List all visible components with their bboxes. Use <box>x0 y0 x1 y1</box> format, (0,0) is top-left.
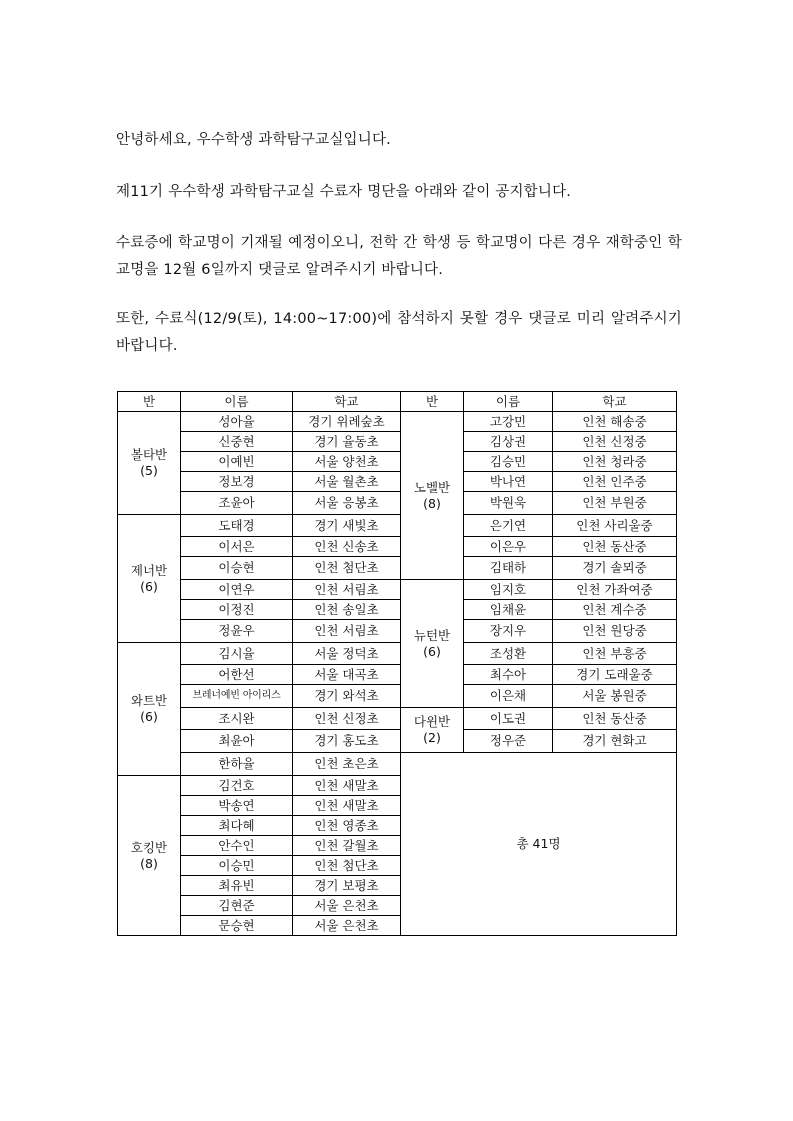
student-school: 인천 인주중 <box>553 472 677 492</box>
student-name: 문승현 <box>181 916 293 936</box>
table-header-row <box>118 392 677 412</box>
student-school: 인천 새말초 <box>293 776 401 796</box>
student-school: 인천 해송중 <box>553 412 677 432</box>
student-name: 브레너예빈 아이리스 <box>181 685 293 708</box>
class-name: 호킹반 <box>130 839 168 855</box>
student-school: 서울 응봉초 <box>293 492 401 515</box>
student-name: 이은우 <box>464 537 553 557</box>
student-school: 서울 월촌초 <box>293 472 401 492</box>
student-name: 이정진 <box>181 600 293 620</box>
table-row <box>118 557 677 580</box>
student-name: 김태하 <box>464 557 553 580</box>
student-school: 서울 대곡초 <box>293 665 401 685</box>
class-cell-nobel <box>401 412 464 580</box>
student-school: 경기 위례숲초 <box>293 412 401 432</box>
table-row <box>118 643 677 665</box>
student-school: 인천 첨단초 <box>293 557 401 580</box>
student-school: 서울 은천초 <box>293 896 401 916</box>
student-name: 이도권 <box>464 708 553 730</box>
student-name: 김시율 <box>181 643 293 665</box>
student-school: 인천 갈월초 <box>293 836 401 856</box>
student-name: 최수아 <box>464 665 553 685</box>
class-count: (8) <box>140 855 158 871</box>
student-name: 고강민 <box>464 412 553 432</box>
student-name: 이서은 <box>181 537 293 557</box>
ceremony-notice-paragraph: 또한, 수료식(12/9(토), 14:00~17:00)에 참석하지 못할 경우 댓글로 미리 알려주시기 바랍니다. <box>116 311 682 354</box>
student-school: 인천 신정초 <box>293 708 401 730</box>
student-name: 박송연 <box>181 796 293 816</box>
student-school: 인천 사리울중 <box>553 515 677 537</box>
class-count: (5) <box>140 463 158 478</box>
student-school: 인천 동산중 <box>553 537 677 557</box>
table-row <box>118 472 677 492</box>
student-name: 박원욱 <box>464 492 553 515</box>
class-cell-watt <box>118 643 181 776</box>
table-row <box>118 753 677 776</box>
class-count: (8) <box>423 495 441 511</box>
student-name: 최유빈 <box>181 876 293 896</box>
student-school: 인천 청라중 <box>553 452 677 472</box>
student-school: 인천 가좌여중 <box>553 580 677 600</box>
student-name: 이승현 <box>181 557 293 580</box>
class-cell-hawking <box>118 776 181 936</box>
student-name: 도태경 <box>181 515 293 537</box>
header-name: 이름 <box>181 392 293 412</box>
student-name: 박나연 <box>464 472 553 492</box>
student-name: 한하율 <box>181 753 293 776</box>
student-school: 인천 부원중 <box>553 492 677 515</box>
student-school: 서울 봉원중 <box>553 685 677 708</box>
student-school: 경기 홍도초 <box>293 730 401 753</box>
student-name: 최윤아 <box>181 730 293 753</box>
student-name: 최다혜 <box>181 816 293 836</box>
student-name: 이승민 <box>181 856 293 876</box>
table-row <box>118 515 677 537</box>
table-row <box>118 452 677 472</box>
student-school: 경기 새빛초 <box>293 515 401 537</box>
header-class: 반 <box>401 392 464 412</box>
student-school: 경기 보평초 <box>293 876 401 896</box>
student-school: 경기 와석초 <box>293 685 401 708</box>
student-school: 경기 솔뫼중 <box>553 557 677 580</box>
student-name: 임채윤 <box>464 600 553 620</box>
student-name: 임지호 <box>464 580 553 600</box>
class-cell-darwin <box>401 708 464 753</box>
student-name: 조성환 <box>464 643 553 665</box>
student-school: 서울 은천초 <box>293 916 401 936</box>
student-school: 인천 서림초 <box>293 620 401 643</box>
class-name: 제너반 <box>130 562 168 578</box>
student-school: 인천 첨단초 <box>293 856 401 876</box>
student-school: 인천 초은초 <box>293 753 401 776</box>
header-class: 반 <box>118 392 181 412</box>
student-school: 인천 새말초 <box>293 796 401 816</box>
student-school: 인천 신정중 <box>553 432 677 452</box>
student-school: 인천 송일초 <box>293 600 401 620</box>
header-school: 학교 <box>553 392 677 412</box>
student-name: 안수인 <box>181 836 293 856</box>
table-row <box>118 412 677 432</box>
table-row <box>118 492 677 515</box>
table-row <box>118 432 677 452</box>
class-name: 뉴턴반 <box>413 627 451 643</box>
student-school: 경기 율동초 <box>293 432 401 452</box>
student-name: 조윤아 <box>181 492 293 515</box>
class-count: (2) <box>423 730 441 745</box>
student-name: 김건호 <box>181 776 293 796</box>
student-name: 이예빈 <box>181 452 293 472</box>
student-name: 김상권 <box>464 432 553 452</box>
student-name: 은기연 <box>464 515 553 537</box>
student-school: 인천 서림초 <box>293 580 401 600</box>
student-school: 인천 신송초 <box>293 537 401 557</box>
table-row <box>118 580 677 600</box>
class-count: (6) <box>140 578 158 594</box>
table-row <box>118 537 677 557</box>
class-name: 볼타반 <box>130 447 168 463</box>
student-school: 인천 동산중 <box>553 708 677 730</box>
student-name: 이은채 <box>464 685 553 708</box>
class-cell-newton <box>401 580 464 708</box>
student-name: 어한선 <box>181 665 293 685</box>
table-row <box>118 620 677 643</box>
student-school: 서울 정덕초 <box>293 643 401 665</box>
table-row <box>118 665 677 685</box>
table-row <box>118 708 677 730</box>
header-name: 이름 <box>464 392 553 412</box>
class-name: 노벨반 <box>413 479 451 495</box>
student-school: 인천 부흥중 <box>553 643 677 665</box>
table-row <box>118 600 677 620</box>
class-cell-bolta <box>118 412 181 515</box>
student-school: 경기 도래울중 <box>553 665 677 685</box>
greeting-paragraph: 안녕하세요, 우수학생 과학탐구교실입니다. <box>116 132 391 148</box>
student-school: 인천 영종초 <box>293 816 401 836</box>
table-row <box>118 685 677 708</box>
school-name-notice-paragraph: 수료증에 학교명이 기재될 예정이오니, 전학 간 학생 등 학교명이 다른 경우 재학중인 학교명을 12월 6일까지 댓글로 알려주시기 바랍니다. <box>116 235 682 278</box>
table-row <box>118 730 677 753</box>
student-name: 신중현 <box>181 432 293 452</box>
graduate-roster-table <box>117 391 677 936</box>
student-name: 조시완 <box>181 708 293 730</box>
header-school: 학교 <box>293 392 401 412</box>
total-count: 총 41명 <box>401 753 677 936</box>
student-name: 정보경 <box>181 472 293 492</box>
student-name: 장지우 <box>464 620 553 643</box>
class-count: (6) <box>140 709 158 724</box>
student-school: 서울 양천초 <box>293 452 401 472</box>
student-name: 김승민 <box>464 452 553 472</box>
student-name: 성아율 <box>181 412 293 432</box>
class-name: 다윈반 <box>413 714 451 730</box>
announcement-paragraph: 제11기 우수학생 과학탐구교실 수료자 명단을 아래와 같이 공지합니다. <box>116 184 572 200</box>
student-school: 인천 원당중 <box>553 620 677 643</box>
student-school: 경기 현화고 <box>553 730 677 753</box>
student-school: 인천 계수중 <box>553 600 677 620</box>
class-count: (6) <box>423 643 441 659</box>
class-name: 와트반 <box>130 693 168 709</box>
class-cell-zener <box>118 515 181 643</box>
student-name: 정우준 <box>464 730 553 753</box>
student-name: 이연우 <box>181 580 293 600</box>
student-name: 김현준 <box>181 896 293 916</box>
student-name: 정윤우 <box>181 620 293 643</box>
